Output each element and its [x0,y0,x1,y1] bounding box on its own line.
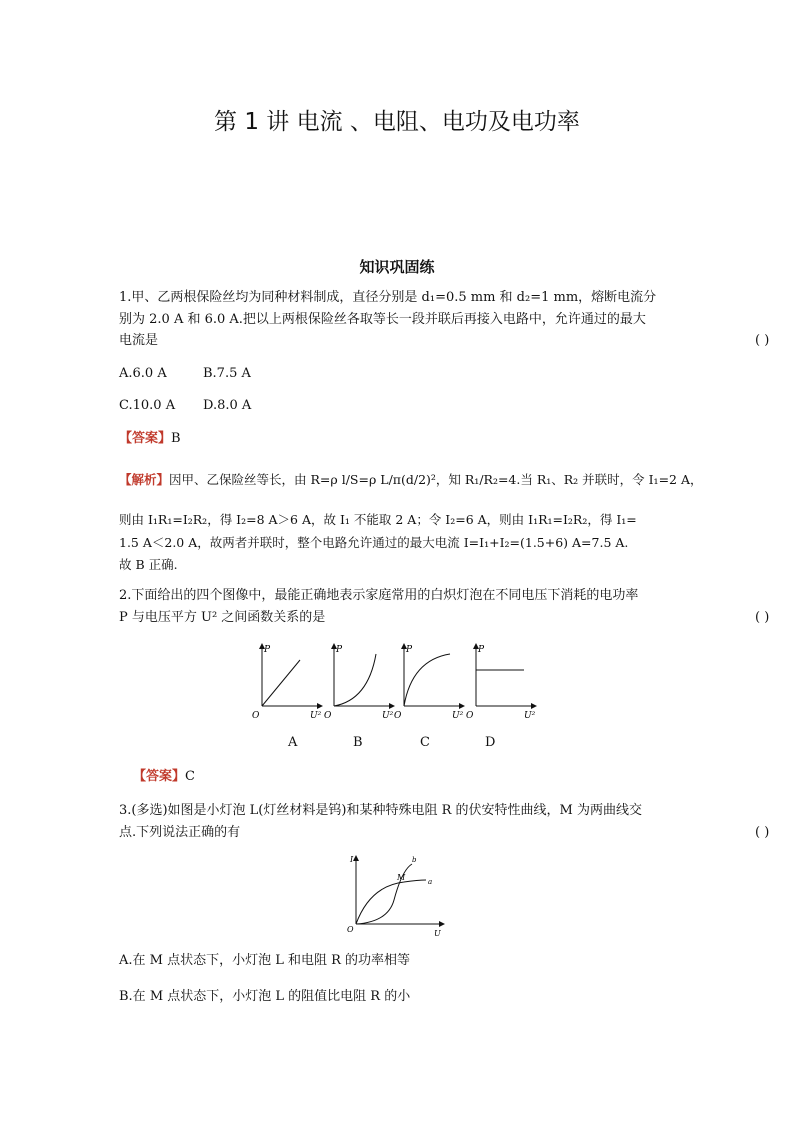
q2-answer-value: C [185,769,195,784]
q1-stem-line2: 别为 2.0 A 和 6.0 A.把以上两根保险丝各取等长一段并联后再接入电路中，允许通过的最大 [119,312,646,327]
q2-graph-label-d: D [485,735,496,750]
q2-answer [133,766,693,788]
q1-options-row2 [119,395,679,417]
q2-axis-x-label: U² [310,711,322,721]
q2-axis-y-label: P [264,645,271,655]
q1-answer-value: B [171,431,181,446]
q2-graph-label-b: B [353,735,363,750]
section-heading: 知识巩固练 [359,258,435,276]
q2-graph-c [394,644,464,721]
q2-axis-x-label: U² [524,711,536,721]
q2-stem-line1: 2.下面给出的四个图像中，最能正确地表示家庭常用的白炽灯泡在不同电压下消耗的电功率 [119,588,639,603]
q2-graph-b [324,644,394,721]
q2-graph-label-a: A [288,735,298,750]
q2-graph-label-c: C [420,735,430,750]
q1-answer [119,428,679,450]
q1-stem-line1: 1.甲、乙两根保险丝均为同种材料制成，直径分别是 d₁=0.5 mm 和 d₂=1 mm，熔断电流分 [119,290,657,305]
q1-analysis-line4: 故 B 正确. [119,557,178,572]
answer-tag: 【答案】 [119,431,172,446]
q3-axis-x-label: U [434,929,441,938]
q2-axis-y-label: P [406,645,413,655]
page-title: 第 1 讲 电流 、电阻、电功及电功率 [214,109,580,135]
analysis-tag: 【解析】 [119,472,170,487]
q2-answer-paren: ( ) [755,610,770,625]
q3-answer-paren: ( ) [755,825,770,840]
q2-axis-y-label: P [478,645,485,655]
q3-iv-graph [344,850,450,940]
q2-graphs [250,638,550,724]
q3-axis-y-label: I [350,855,354,864]
q3-option-a: A.在 M 点状态下，小灯泡 L 和电阻 R 的功率相等 [119,953,411,968]
q1-answer-paren: ( ) [755,333,770,348]
q1-analysis-line3: 1.5 A＜2.0 A，故两者并联时，整个电路允许通过的最大电流 I=I₁+I₂=(1.5+6) A=7.5 A. [119,535,629,550]
q1-option-b: B.7.5 A [203,366,251,381]
q1-analysis-line1: 【解析】因甲、乙保险丝等长，由 R=ρ l/S=ρ L/π(d/2)²，知 R₁/R₂=4.当 R₁、R₂ 并联时，令 I₁=2 A， [119,472,703,487]
q2-origin-label: O [394,711,402,721]
q1-option-c: C.10.0 A [119,398,176,413]
q2-axis-x-label: U² [382,711,394,721]
q1-option-d: D.8.0 A [203,398,252,413]
q1-option-a: A.6.0 A [119,366,167,381]
q2-origin-label: O [324,711,332,721]
answer-tag: 【答案】 [133,769,186,784]
q2-axis-x-label: U² [452,711,464,721]
q3-curve-b-label: b [412,856,417,864]
q2-axis-y-label: P [336,645,343,655]
q1-options-row1 [119,363,679,385]
q2-graph-d [466,644,536,721]
q3-point-m-label: M [397,873,406,882]
q3-option-b: B.在 M 点状态下，小灯泡 L 的阻值比电阻 R 的小 [119,989,411,1004]
q2-stem-line2: P 与电压平方 U² 之间函数关系的是 ( ) [119,607,679,629]
q3-curve-a-label: a [428,878,433,886]
q2-origin-label: O [466,711,474,721]
q1-analysis-line2: 则由 I₁R₁=I₂R₂，得 I₂=8 A＞6 A，故 I₁ 不能取 2 A；令 I₂=6 A，则由 I₁R₁=I₂R₂，得 I₁= [119,512,637,527]
q1-stem-line3: 电流是 ( ) [119,330,679,352]
q3-origin-label: O [347,925,354,934]
q2-graph-a [252,644,322,721]
q2-origin-label: O [252,711,260,721]
q3-curve-a [356,880,426,924]
q3-stem-line2: 点.下列说法正确的有 ( ) [119,822,679,844]
q3-stem-line1: 3.(多选)如图是小灯泡 L(灯丝材料是钨)和某种特殊电阻 R 的伏安特性曲线，M 为两曲线交 [119,803,642,818]
